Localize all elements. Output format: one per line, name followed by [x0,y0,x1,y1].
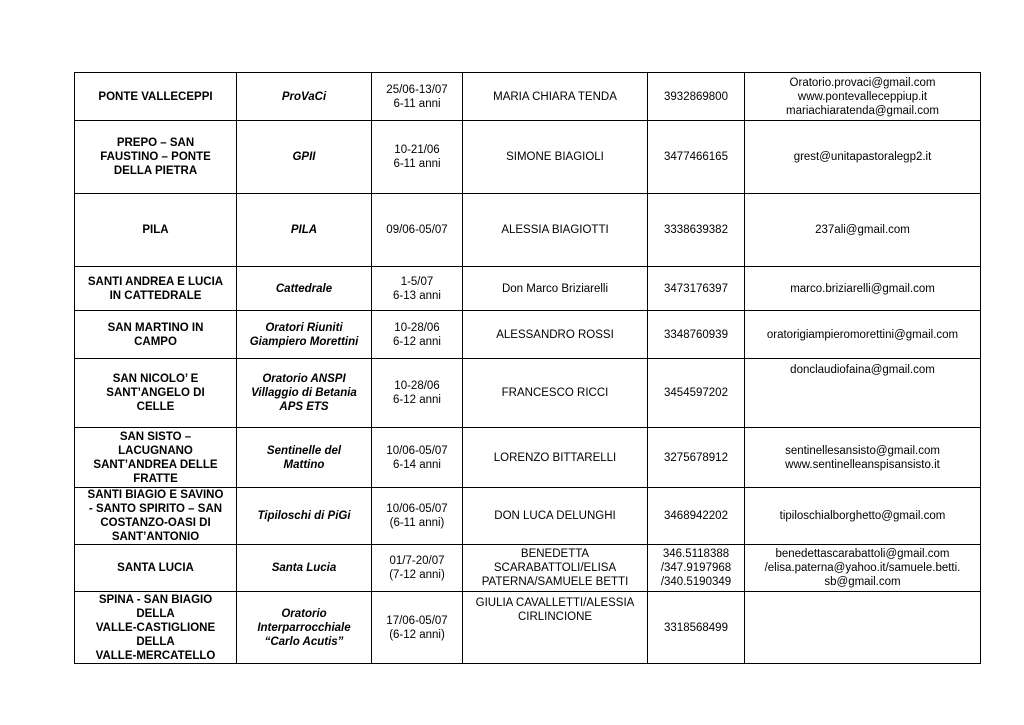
cell-contact [463,545,648,592]
cell-org [237,267,372,311]
cell-phone [648,311,745,359]
place-text: PONTE VALLECEPPI [98,90,213,103]
phone-text: 3275678912 [664,451,728,464]
dates-text: 17/06-05/07 [386,614,448,627]
email-text: marco.briziarelli@gmail.com [790,282,935,295]
org-text: Santa Lucia [271,562,337,574]
table-row [75,359,981,428]
cell-phone [648,428,745,488]
cell-dates [372,359,463,428]
contact-text: CIRLINCIONE [517,611,593,623]
email-text: tipiloschialborghetto@gmail.com [779,510,946,522]
cell-contact [463,311,648,359]
org-text: Villaggio di Betania [251,387,357,399]
cell-org [237,545,372,592]
table-row [75,121,981,194]
email-text: sentinellesansisto@gmail.com [785,444,940,457]
cell-phone [648,545,745,592]
org-text: Oratorio ANSPI [262,373,346,385]
place-text: PILA [142,224,169,236]
dates-text: 6-11 anni [393,97,441,110]
cell-place [75,311,237,359]
cell-email [745,121,981,194]
dates-text: (6-12 anni) [389,628,445,641]
org-text: ProVaCi [281,90,327,103]
cell-org [237,73,372,121]
email-text: oratorigiampieromorettini@gmail.com [766,328,959,341]
cell-contact [463,194,648,267]
cell-email [745,428,981,488]
contact-text: SIMONE BIAGIOLI [506,151,604,163]
cell-contact [463,592,648,664]
phone-text: 3473176397 [664,282,728,295]
email-text: benedettascarabattoli@gmail.com [775,548,950,560]
org-text: Oratori Riuniti [265,321,343,334]
place-text: SANTI ANDREA E LUCIA [87,275,224,288]
place-text: DELLA [136,635,175,648]
table-row [75,73,981,121]
email-text: mariachiaratenda@gmail.com [786,104,939,117]
cell-place [75,73,237,121]
email-text: donclaudiofaina@gmail.com [790,364,935,376]
table-row [75,592,981,664]
table-row [75,267,981,311]
cell-org [237,311,372,359]
cell-contact [463,428,648,488]
table-body [75,73,981,664]
phone-text: 3468942202 [664,510,728,522]
contact-text: PATERNA/SAMUELE BETTI [481,576,629,588]
phone-text: 3348760939 [664,328,728,341]
place-text: IN CATTEDRALE [109,289,202,302]
cell-phone [648,73,745,121]
cell-dates [372,194,463,267]
cell-email [745,267,981,311]
cell-contact [463,267,648,311]
contact-text: Don Marco Briziarelli [501,282,609,295]
cell-dates [372,428,463,488]
table-row [75,545,981,592]
cell-phone [648,359,745,428]
email-text: www.sentinelleanspisansisto.it [785,458,940,471]
place-text: VALLE-MERCATELLO [95,649,216,662]
place-text: LACUGNANO [118,444,193,457]
dates-text: 6-13 anni [393,289,441,302]
place-text: SAN NICOLO’ E [112,373,199,385]
cell-contact [463,359,648,428]
table-row [75,311,981,359]
contact-text: BENEDETTA [520,548,590,560]
place-text: FRATTE [133,472,178,485]
phone-text: 3932869800 [664,90,728,103]
cell-email [745,73,981,121]
dates-text: (7-12 anni) [389,569,445,581]
dates-text: 10/06-05/07 [386,444,448,457]
dates-text: 6-12 anni [393,394,441,406]
dates-text: 10-28/06 [394,321,440,334]
phone-text: 346.5118388 [662,548,730,560]
place-text: PREPO – SAN [116,137,195,149]
place-text: - SANTO SPIRITO – SAN [88,503,223,515]
cell-org [237,359,372,428]
cell-place [75,267,237,311]
dates-text: 6-12 anni [393,335,441,348]
org-text: Sentinelle del [266,444,342,457]
contact-text: LORENZO BITTARELLI [493,451,617,464]
contact-text: DON LUCA DELUNGHI [494,510,616,522]
dates-text: 10-21/06 [394,144,440,156]
cell-dates [372,267,463,311]
dates-text: 10-28/06 [394,380,440,392]
org-text: Giampiero Morettini [249,335,359,348]
cell-dates [372,488,463,545]
contact-text: MARIA CHIARA TENDA [493,90,617,103]
org-text: Interparrocchiale [257,621,351,634]
dates-text: 25/06-13/07 [386,83,448,96]
cell-email [745,194,981,267]
place-text: SANTA LUCIA [117,562,194,574]
email-text: sb@gmail.com [824,576,901,588]
cell-email [745,545,981,592]
place-text: CELLE [136,401,175,413]
place-text: CAMPO [134,335,177,348]
cell-contact [463,73,648,121]
place-text: VALLE-CASTIGLIONE [95,621,216,634]
table-row [75,428,981,488]
cell-contact [463,121,648,194]
contact-text: ALESSANDRO ROSSI [496,328,614,341]
place-text: SANT’ANGELO DI [106,387,205,399]
org-text: GPII [292,151,316,163]
cell-email [745,488,981,545]
dates-text: (6-11 anni) [389,517,445,529]
phone-text: 3477466165 [664,151,728,163]
dates-text: 6-11 anni [393,158,441,170]
cell-email [745,311,981,359]
place-text: SAN MARTINO IN [107,321,204,334]
cell-org [237,488,372,545]
cell-org [237,592,372,664]
cell-phone [648,592,745,664]
cell-place [75,121,237,194]
place-text: DELLA [136,607,175,620]
place-text: SPINA - SAN BIAGIO [98,593,213,606]
cell-place [75,545,237,592]
cell-phone [648,121,745,194]
org-text: Oratorio [281,607,327,620]
cell-place [75,592,237,664]
cell-dates [372,121,463,194]
dates-text: 01/7-20/07 [389,555,445,567]
table-row [75,488,981,545]
table-row [75,194,981,267]
cell-place [75,194,237,267]
contact-text: GIULIA CAVALLETTI/ALESSIA [475,597,635,609]
cell-place [75,359,237,428]
dates-text: 6-14 anni [393,458,441,471]
cell-dates [372,592,463,664]
cell-phone [648,488,745,545]
phone-text: 3454597202 [664,387,728,399]
place-text: COSTANZO-OASI DI [100,517,211,529]
cell-org [237,428,372,488]
cell-dates [372,73,463,121]
contact-text: ALESSIA BIAGIOTTI [501,224,609,236]
email-text: Oratorio.provaci@gmail.com [789,76,936,89]
email-text: /elisa.paterna@yahoo.it/samuele.betti. [764,562,961,574]
place-text: SAN SISTO – [119,430,192,443]
org-text: “Carlo Acutis” [264,635,344,648]
dates-text: 1-5/07 [400,275,434,288]
cell-org [237,194,372,267]
cell-place [75,488,237,545]
org-text: Cattedrale [275,282,333,295]
place-text: SANT’ANDREA DELLE [93,458,218,471]
cell-email [745,359,981,428]
phone-text: 3318568499 [664,621,728,634]
place-text: SANTI BIAGIO E SAVINO [87,489,224,501]
org-text: Tipiloschi di PiGi [257,510,351,522]
cell-org [237,121,372,194]
cell-email [745,592,981,664]
cell-place [75,428,237,488]
org-text: APS ETS [279,401,329,413]
phone-text: 3338639382 [664,224,728,236]
dates-text: 10/06-05/07 [386,503,448,515]
email-text: grest@unitapastoralegp2.it [793,151,932,163]
org-text: Mattino [283,458,325,471]
email-text: www.pontevalleceppiup.it [797,90,928,103]
dates-text: 09/06-05/07 [386,224,448,236]
cell-phone [648,194,745,267]
cell-phone [648,267,745,311]
phone-text: /347.9197968 [660,562,732,574]
cell-contact [463,488,648,545]
place-text: SANT’ANTONIO [111,531,200,543]
cell-dates [372,545,463,592]
place-text: FAUSTINO – PONTE [100,151,211,163]
contact-text: FRANCESCO RICCI [501,387,609,399]
email-text: 237ali@gmail.com [815,224,910,236]
parish-summer-camp-table [74,72,981,664]
contact-text: SCARABATTOLI/ELISA [493,562,617,574]
phone-text: /340.5190349 [660,576,732,588]
org-text: PILA [290,224,318,236]
cell-dates [372,311,463,359]
place-text: DELLA PIETRA [113,165,198,177]
